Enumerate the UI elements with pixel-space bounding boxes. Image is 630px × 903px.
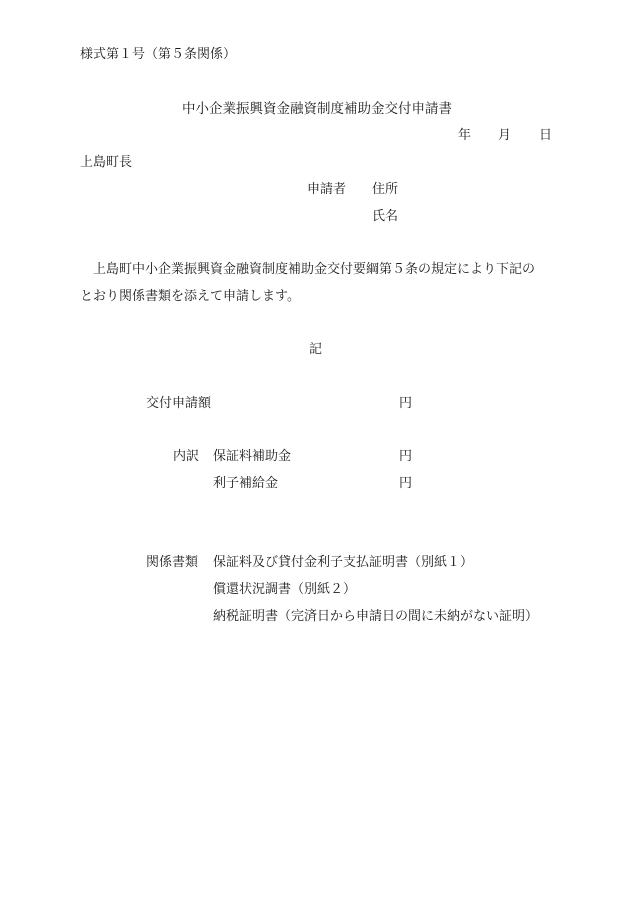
ki-heading: 記 (309, 342, 323, 357)
addressee: 上島町長 (80, 155, 133, 170)
breakdown-item-guarantee-fee: 保証料補助金 (213, 449, 292, 464)
applicant-label: 申請者 (307, 182, 347, 197)
breakdown-item-interest-subsidy: 利子補給金 (213, 476, 279, 491)
body-line-1: 上島町中小企業振興資金融資制度補助金交付要綱第５条の規定により下記の (93, 262, 536, 277)
breakdown-item-interest-subsidy-unit: 円 (399, 476, 413, 491)
form-number: 様式第１号（第５条関係） (80, 47, 237, 62)
document-title: 中小企業振興資金融資制度補助金交付申請書 (182, 101, 452, 117)
date-day-label: 日 (539, 128, 553, 143)
amount-label: 交付申請額 (146, 396, 212, 411)
documents-label: 関係書類 (146, 555, 199, 570)
applicant-address-label: 住所 (372, 182, 399, 197)
document-item-payment-certificate: 保証料及び貸付金利子支払証明書（別紙１） (213, 555, 474, 570)
applicant-name-label: 氏名 (372, 209, 399, 224)
date-year-label: 年 (458, 128, 472, 143)
body-line-2: とおり関係書類を添えて申請します。 (80, 289, 300, 304)
breakdown-label: 内訳 (173, 449, 200, 464)
breakdown-item-guarantee-fee-unit: 円 (399, 449, 413, 464)
date-month-label: 月 (498, 128, 512, 143)
document-item-repayment-status: 償還状況調書（別紙２） (213, 582, 357, 597)
amount-unit: 円 (399, 396, 413, 411)
document-item-tax-certificate: 納税証明書（完済日から申請日の間に未納がない証明） (213, 609, 539, 624)
